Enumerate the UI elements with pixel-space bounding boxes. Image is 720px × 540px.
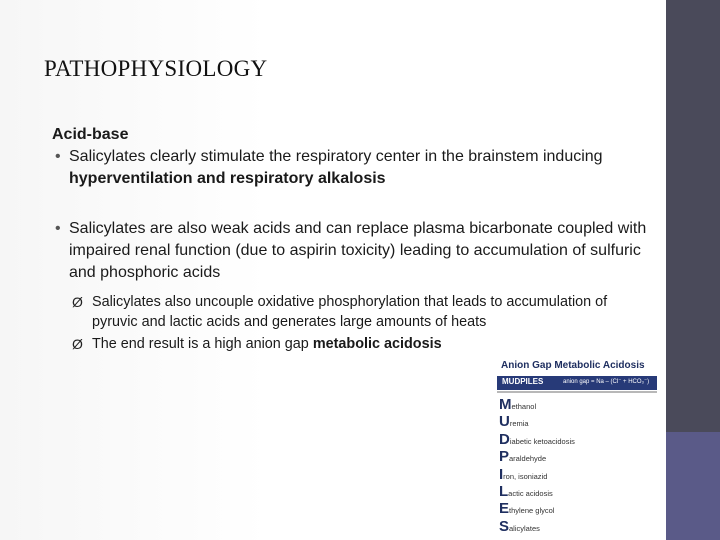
list-item: Methanol bbox=[499, 396, 537, 413]
slide-title: PATHOPHYSIOLOGY bbox=[44, 56, 268, 81]
sub-bullet-1-text: Salicylates also uncouple oxidative phosphorylation that leads to accumulation of pyruvic and lactic acids and generates large amounts of heats bbox=[92, 294, 608, 330]
image-title: Anion Gap Metabolic Acidosis bbox=[501, 360, 645, 371]
sub-bullet-2 bbox=[52, 334, 652, 354]
list-item: Diabetic ketoacidosis bbox=[499, 430, 575, 448]
image-divider bbox=[497, 391, 657, 393]
side-bar-accent bbox=[666, 432, 720, 540]
bullet-1 bbox=[52, 146, 652, 190]
bullet-1-bold: hyperventilation and respiratory alkalosis bbox=[69, 170, 386, 187]
bullet-dot: • bbox=[55, 220, 61, 237]
bullet-dot: • bbox=[55, 148, 61, 165]
bullet-2 bbox=[52, 218, 652, 284]
list-item: Salicylates bbox=[499, 517, 540, 535]
sub-bullet-2-bold: metabolic acidosis bbox=[312, 336, 442, 352]
bullet-1-text: Salicylates clearly stimulate the respiratory center in the brainstem inducing bbox=[69, 148, 603, 165]
sub-bullet-1 bbox=[52, 292, 652, 332]
mnemonic-list bbox=[499, 396, 575, 535]
list-item: Ethylene glycol bbox=[499, 500, 555, 518]
slide-content bbox=[52, 124, 652, 354]
mnemonic-label: MUDPILES bbox=[502, 377, 544, 386]
list-item: Iron, isoniazid bbox=[499, 465, 548, 483]
list-item: Lactic acidosis bbox=[499, 482, 553, 500]
mudpiles-image bbox=[497, 356, 657, 538]
bullet-2-text: Salicylates are also weak acids and can replace plasma bicarbonate coupled with impaired renal function (due to aspirin toxicity) leading to accumulation of sulfuric and phosphoric acids bbox=[69, 220, 647, 281]
list-item: Paraldehyde bbox=[499, 448, 547, 466]
sub-bullet-2-text: The end result is a high anion gap bbox=[92, 336, 313, 352]
anion-gap-formula: anion gap = Na – (Cl⁻ + HCO₃⁻) bbox=[563, 379, 650, 385]
arrow-bullet-icon: Ø bbox=[72, 336, 83, 352]
list-item: Uremia bbox=[499, 413, 529, 431]
section-heading: Acid-base bbox=[52, 126, 129, 143]
arrow-bullet-icon: Ø bbox=[72, 294, 83, 310]
